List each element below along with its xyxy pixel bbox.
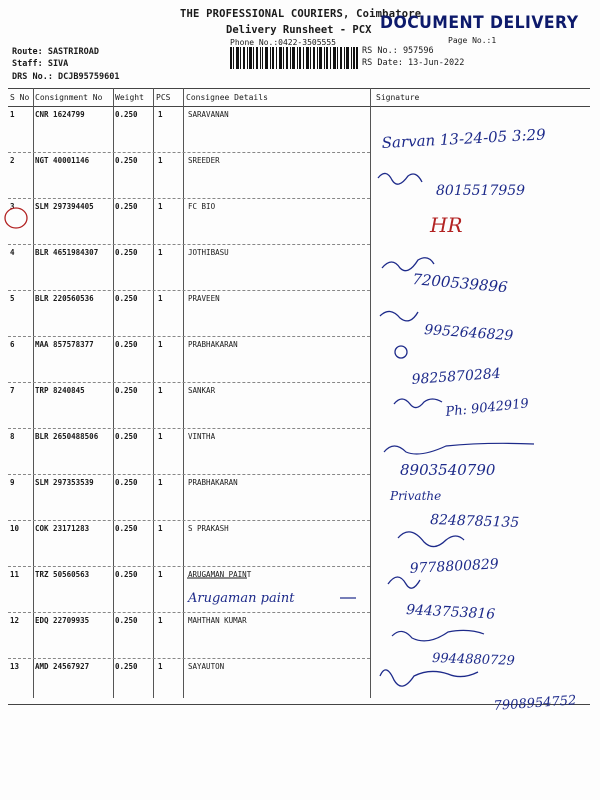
row-consignee-name: SREEDER	[188, 156, 220, 165]
table-top-border	[8, 88, 590, 89]
drs-number: DRS No.: DCJB95759601	[12, 72, 120, 82]
signature-row-9: 8248785135	[429, 512, 520, 532]
row-consignee-name: SAYAUTON	[188, 662, 225, 671]
row-consignee-name: PRAVEEN	[188, 294, 220, 303]
row-separator	[8, 290, 370, 291]
company-title: THE PROFESSIONAL COURIERS, Coimbatore	[180, 8, 422, 20]
column-divider	[370, 88, 371, 698]
signature-row-6: 9825870284	[411, 365, 502, 388]
row-pcs: 1	[158, 386, 163, 395]
signature-row-11: 9443753816	[405, 602, 496, 623]
red-circle-mark	[5, 208, 27, 228]
row-pcs: 1	[158, 662, 163, 671]
row-sno: 12	[10, 616, 20, 625]
col-header-sno: S No	[10, 93, 30, 102]
page-number: Page No.:1	[448, 36, 497, 45]
row-consignee-name: MAHTHAN KUMAR	[188, 616, 247, 625]
row-sno: 5	[10, 294, 15, 303]
signature-scribble-5	[380, 311, 418, 320]
table-header-border	[8, 106, 590, 107]
row-consignee-name: SANKAR	[188, 386, 216, 395]
staff-label: Staff: SIVA	[12, 59, 69, 69]
col-header-pcs: PCS	[156, 93, 171, 102]
row-sno: 3	[10, 202, 15, 211]
signature-row-3-mark: HR	[430, 213, 463, 237]
col-header-consignment: Consignment No	[35, 93, 103, 102]
document-delivery-stamp: DOCUMENT DELIVERY	[380, 13, 579, 33]
row-sno: 9	[10, 478, 15, 487]
row-weight: 0.250	[115, 156, 138, 165]
row-consignee-name: SARAVANAN	[188, 110, 229, 119]
row-sno: 11	[10, 570, 20, 579]
column-divider	[33, 88, 34, 698]
row-separator	[8, 474, 370, 475]
signature-scribble-12	[392, 630, 484, 641]
signature-row-8: 8903540790	[400, 461, 496, 479]
row-weight: 0.250	[115, 248, 138, 257]
row-pcs: 1	[158, 156, 163, 165]
row-consignment-number: EDQ 22709935	[35, 616, 90, 625]
row-weight: 0.250	[115, 340, 138, 349]
row-pcs: 1	[158, 570, 163, 579]
row-consignee-name: VINTHA	[188, 432, 216, 441]
row-consignment-number: BLR 220560536	[35, 294, 94, 303]
rs-number: RS No.: 957596	[362, 46, 434, 56]
row-consignment-number: NGT 40001146	[35, 156, 90, 165]
column-divider	[153, 88, 154, 698]
row-weight: 0.250	[115, 662, 138, 671]
signature-row-2: 8015517959	[436, 183, 526, 199]
row-sno: 13	[10, 662, 20, 671]
row-weight: 0.250	[115, 432, 138, 441]
column-divider	[183, 88, 184, 698]
signature-mark-6	[395, 346, 407, 358]
row-consignment-number: MAA 857578377	[35, 340, 94, 349]
signature-row-1: Sarvan 13-24-05 3:29	[381, 125, 547, 152]
consignee-note-row-11: Arugaman paint	[188, 591, 295, 606]
signature-scribble-11	[388, 577, 420, 588]
row-consignment-number: AMD 24567927	[35, 662, 90, 671]
signature-scribble-2	[378, 173, 422, 184]
signature-scribble-13	[380, 670, 478, 686]
row-sno: 6	[10, 340, 15, 349]
row-sno: 4	[10, 248, 15, 257]
row-pcs: 1	[158, 340, 163, 349]
row-consignment-number: CNR 1624799	[35, 110, 85, 119]
runsheet-subtitle: Delivery Runsheet - PCX	[226, 24, 372, 36]
row-weight: 0.250	[115, 570, 138, 579]
signature-row-13: 7908954752	[493, 693, 577, 714]
row-consignment-number: COK 23171283	[35, 524, 90, 533]
row-weight: 0.250	[115, 616, 138, 625]
col-header-weight: Weight	[115, 93, 144, 102]
signature-scribble-7	[394, 399, 442, 408]
row-consignee-name: JOTHIBASU	[188, 248, 229, 257]
row-consignee-name: ARUGAMAN PAINT	[188, 570, 252, 579]
phone-number: Phone No.:0422-3505555	[230, 38, 336, 47]
row-separator	[8, 382, 370, 383]
signature-scribble-10	[398, 532, 464, 547]
signature-scribble-4	[382, 258, 434, 271]
column-divider	[113, 88, 114, 698]
row-consignment-number: BLR 2650488506	[35, 432, 99, 441]
row-consignee-name: FC BIO	[188, 202, 216, 211]
row-separator	[8, 520, 370, 521]
table-bottom-border	[8, 704, 590, 705]
row-pcs: 1	[158, 432, 163, 441]
signature-row-9-name: Privathe	[390, 489, 442, 503]
row-weight: 0.250	[115, 110, 138, 119]
row-pcs: 1	[158, 294, 163, 303]
row-sno: 10	[10, 524, 20, 533]
row-consignee-name: PRABHAKARAN	[188, 340, 238, 349]
row-separator	[8, 658, 370, 659]
row-pcs: 1	[158, 202, 163, 211]
row-consignment-number: TRP 8240845	[35, 386, 85, 395]
barcode-icon	[230, 47, 358, 69]
row-pcs: 1	[158, 478, 163, 487]
signature-row-7: Ph: 9042919	[444, 396, 530, 420]
row-consignee-name: S PRAKASH	[188, 524, 229, 533]
route-label: Route: SASTRIROAD	[12, 47, 99, 57]
row-separator	[8, 152, 370, 153]
signature-row-12: 9944880729	[431, 651, 516, 669]
signature-row-4: 7200539896	[411, 270, 509, 297]
rs-date: RS Date: 13-Jun-2022	[362, 58, 465, 68]
row-separator	[8, 566, 370, 567]
row-sno: 2	[10, 156, 15, 165]
row-separator	[8, 428, 370, 429]
row-separator	[8, 612, 370, 613]
row-consignment-number: BLR 4651984307	[35, 248, 99, 257]
row-pcs: 1	[158, 110, 163, 119]
row-consignee-name: PRABHAKARAN	[188, 478, 238, 487]
row-weight: 0.250	[115, 202, 138, 211]
row-pcs: 1	[158, 248, 163, 257]
row-weight: 0.250	[115, 294, 138, 303]
row-consignment-number: SLM 297394405	[35, 202, 94, 211]
row-weight: 0.250	[115, 478, 138, 487]
col-header-consignee: Consignee Details	[186, 93, 268, 102]
signature-row-5: 9952646829	[423, 322, 514, 345]
row-sno: 1	[10, 110, 15, 119]
signature-row-10: 9778800829	[409, 556, 500, 577]
row-weight: 0.250	[115, 386, 138, 395]
row-separator	[8, 198, 370, 199]
row-consignment-number: TRZ 50560563	[35, 570, 90, 579]
row-weight: 0.250	[115, 524, 138, 533]
row-sno: 8	[10, 432, 15, 441]
row-sno: 7	[10, 386, 15, 395]
row-pcs: 1	[158, 616, 163, 625]
row-pcs: 1	[158, 524, 163, 533]
col-header-signature: Signature	[376, 93, 420, 102]
row-consignment-number: SLM 297353539	[35, 478, 94, 487]
row-separator	[8, 244, 370, 245]
signature-scribble-8	[384, 443, 534, 454]
row-separator	[8, 336, 370, 337]
